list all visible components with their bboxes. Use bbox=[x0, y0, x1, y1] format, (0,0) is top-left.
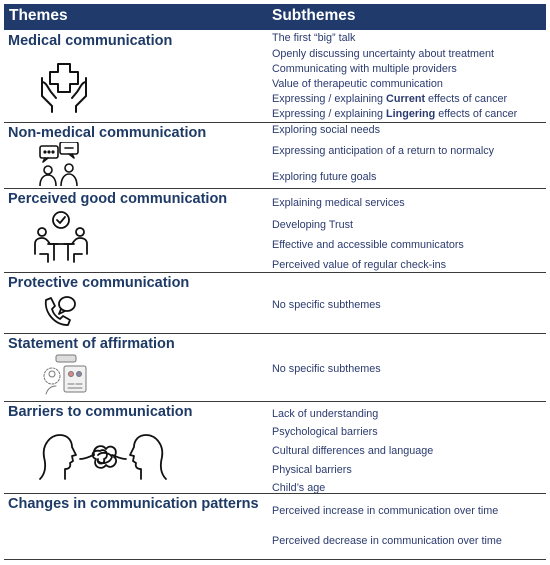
subtheme-item: Value of therapeutic communication bbox=[272, 78, 443, 90]
subtheme-item: Cultural differences and language bbox=[272, 445, 434, 457]
subtheme-item: Exploring social needs bbox=[272, 124, 381, 136]
subtheme-item: No specific subthemes bbox=[272, 299, 381, 311]
table-row-perceived-good-communication bbox=[4, 188, 546, 273]
theme-label: Medical communication bbox=[8, 33, 173, 49]
people-speech-bubbles-icon bbox=[36, 142, 82, 186]
table-row-statement-of-affirmation bbox=[4, 333, 546, 402]
table-row-non-medical-communication bbox=[4, 122, 546, 189]
emphasis-word: Current bbox=[386, 93, 426, 105]
subtheme-item: Expressing / explaining Lingering effects of cancer bbox=[272, 108, 518, 120]
subtheme-item: Effective and accessible communicators bbox=[272, 239, 464, 251]
subtheme-item: Lack of understanding bbox=[272, 408, 379, 420]
theme-label: Perceived good communication bbox=[8, 191, 228, 207]
subtheme-item: Developing Trust bbox=[272, 219, 354, 231]
affirmation-illustration-icon bbox=[42, 354, 90, 396]
table-header bbox=[4, 4, 546, 30]
meeting-checkmark-icon bbox=[32, 210, 90, 264]
theme-label: Barriers to communication bbox=[8, 404, 193, 420]
theme-label: Non-medical communication bbox=[8, 125, 207, 141]
subthemes-column-header: Subthemes bbox=[272, 7, 356, 24]
subtheme-item: Expressing / explaining Current effects of cancer bbox=[272, 93, 508, 105]
subtheme-item: Psychological barriers bbox=[272, 426, 378, 438]
theme-label: Changes in communication patterns bbox=[8, 496, 259, 512]
emphasis-word: Lingering bbox=[386, 108, 436, 120]
subtheme-item: Expressing anticipation of a return to normalcy bbox=[272, 145, 495, 157]
subtheme-item: Openly discussing uncertainty about treatment bbox=[272, 48, 495, 60]
subtheme-item: Perceived increase in communication over time bbox=[272, 505, 499, 517]
table-row-barriers-to-communication bbox=[4, 401, 546, 494]
table-row-changes-in-communication-patterns bbox=[4, 493, 546, 560]
phone-chat-icon bbox=[40, 294, 78, 330]
subtheme-item: No specific subthemes bbox=[272, 363, 381, 375]
table-row-medical-communication bbox=[4, 30, 546, 123]
table-row-protective-communication bbox=[4, 272, 546, 334]
subtheme-item: Exploring future goals bbox=[272, 171, 377, 183]
subtheme-item: Communicating with multiple providers bbox=[272, 63, 457, 75]
theme-label: Statement of affirmation bbox=[8, 336, 175, 352]
subtheme-item: Perceived decrease in communication over time bbox=[272, 535, 502, 547]
subtheme-item: Physical barriers bbox=[272, 464, 352, 476]
themes-column-header: Themes bbox=[9, 7, 68, 24]
tangled-communication-icon bbox=[38, 431, 168, 481]
subtheme-item: The first “big” talk bbox=[272, 32, 356, 44]
hands-medical-cross-icon bbox=[36, 60, 92, 114]
subtheme-item: Child’s age bbox=[272, 482, 326, 494]
subtheme-item: Perceived value of regular check-ins bbox=[272, 259, 447, 271]
subtheme-item: Explaining medical services bbox=[272, 197, 405, 209]
theme-label: Protective communication bbox=[8, 275, 190, 291]
